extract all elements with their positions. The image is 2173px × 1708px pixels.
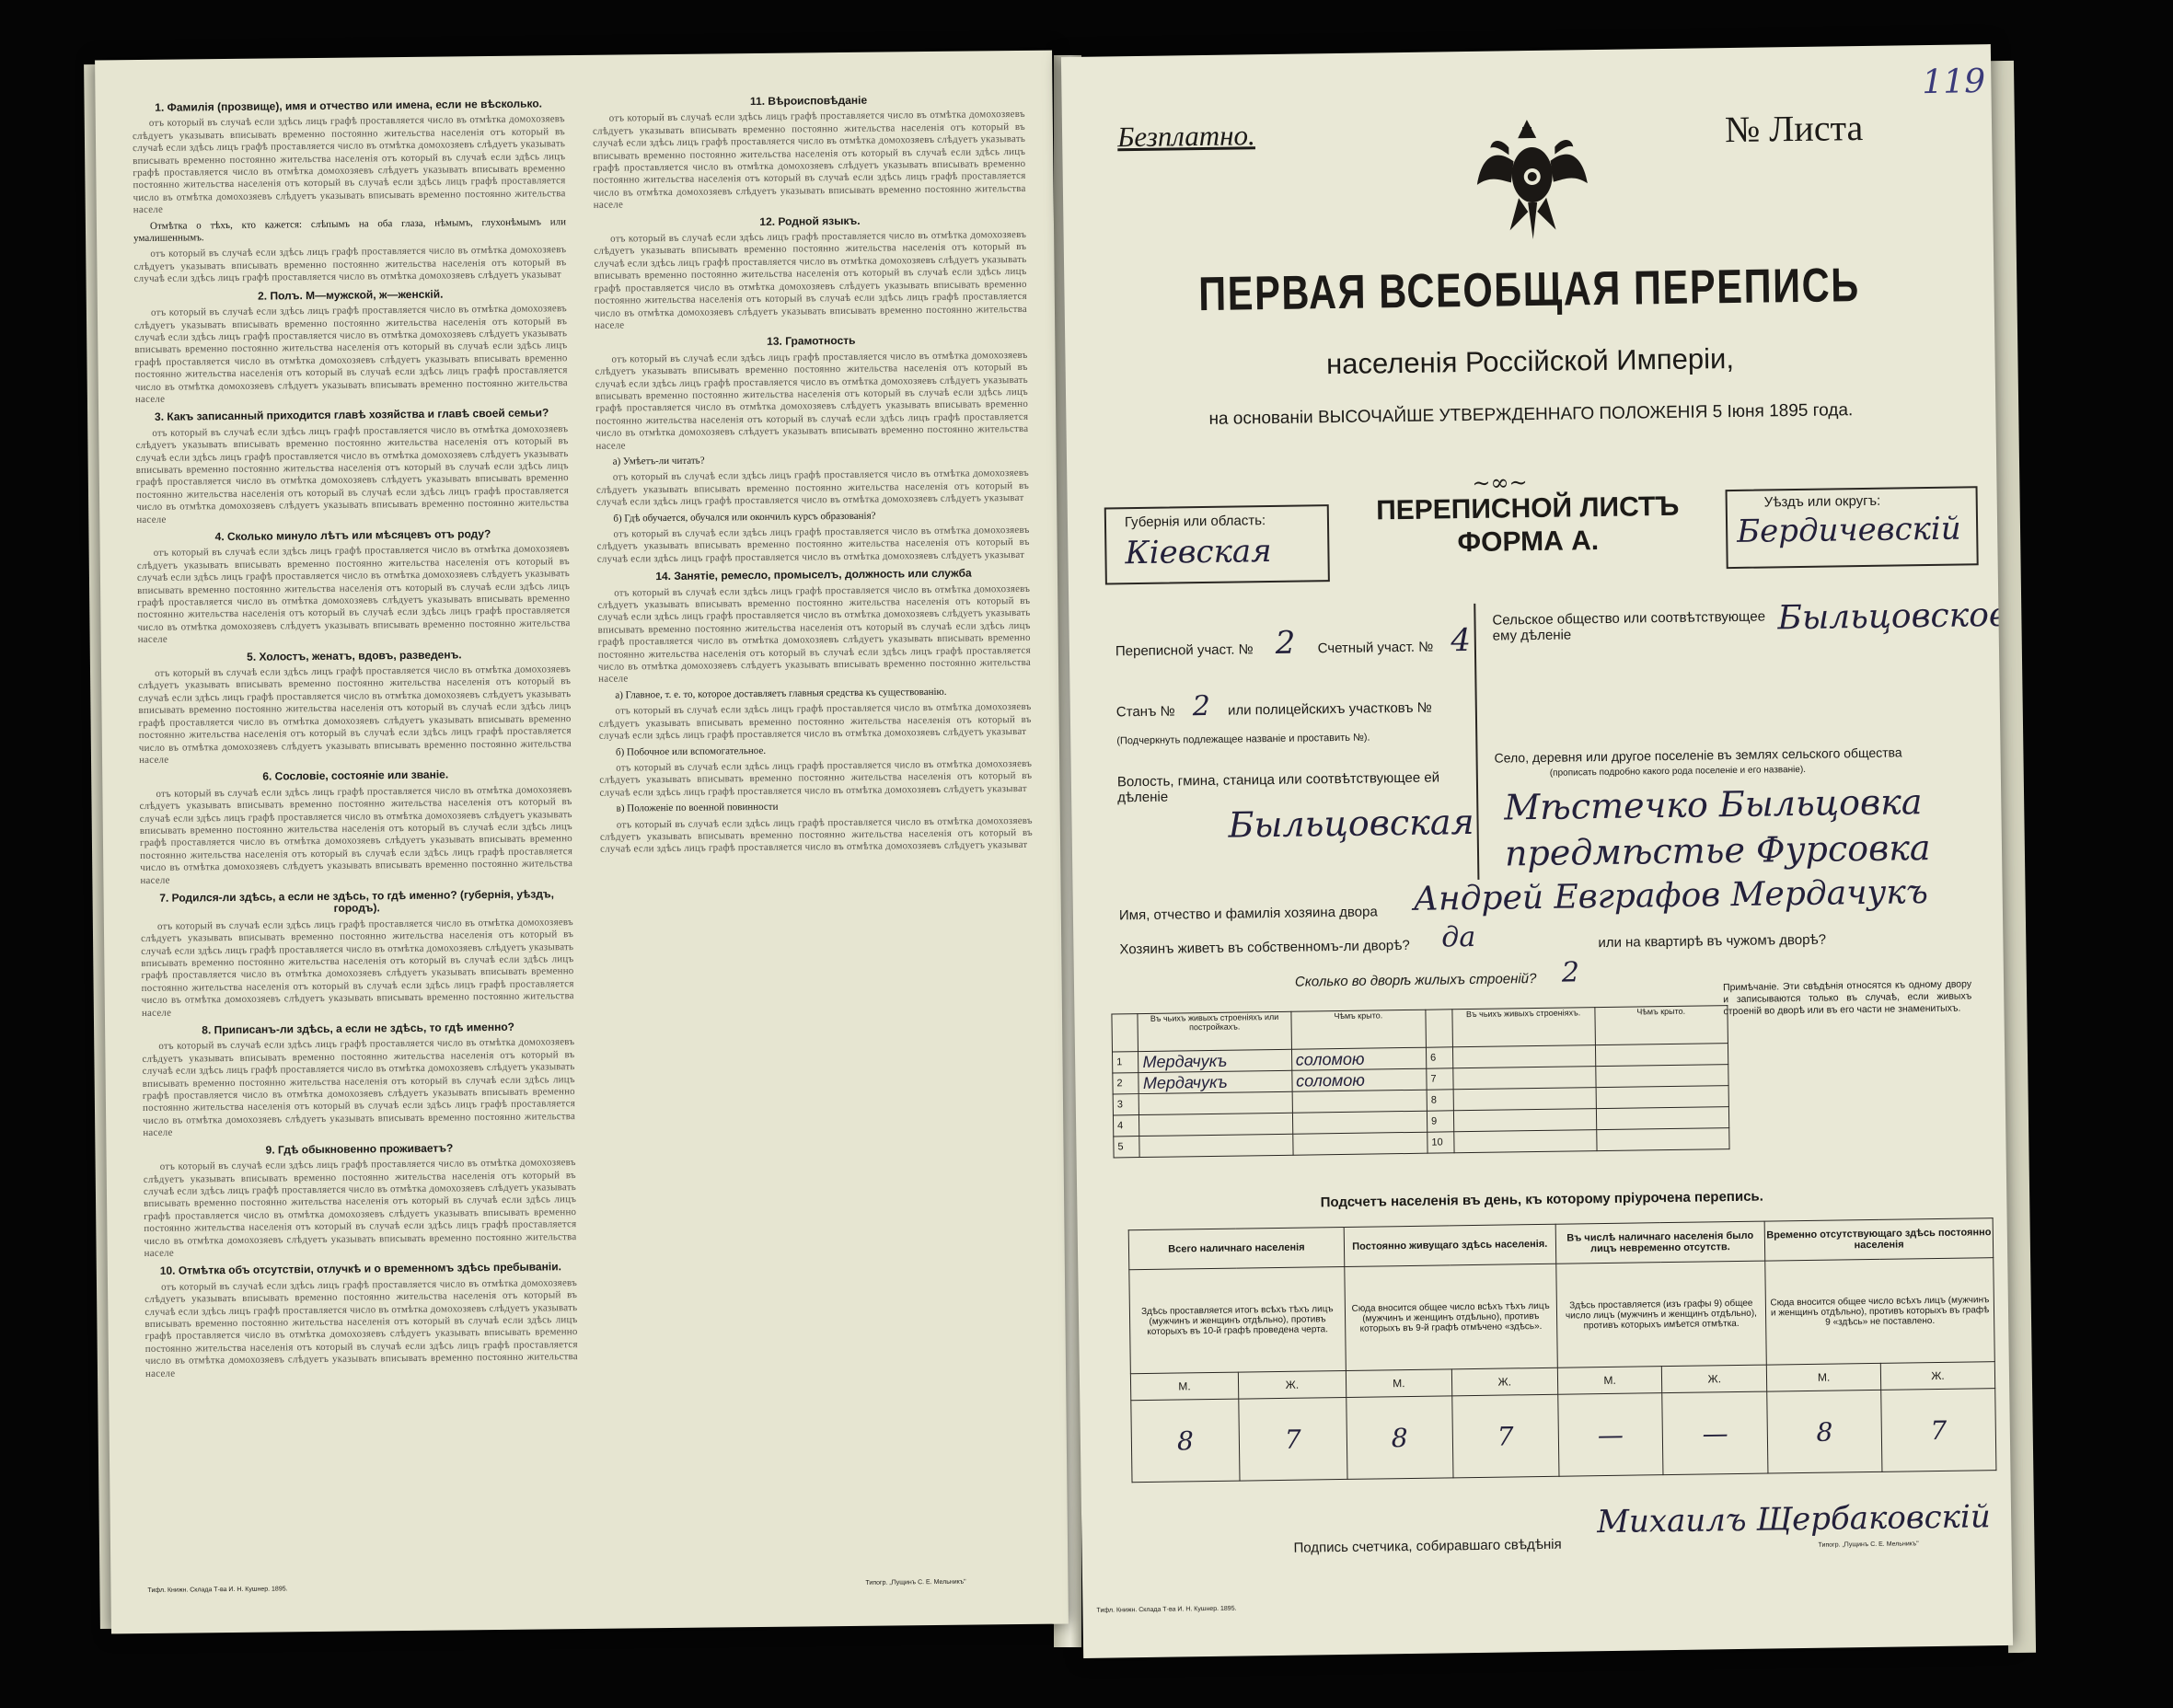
- province-box: [1104, 504, 1330, 584]
- buildings-value: 2: [1561, 956, 1580, 989]
- buildings-table: [1111, 1005, 1729, 1158]
- instruction-body-text: отъ который въ случаѣ если здѣсь лицъ графѣ проставляется число въ отмѣтка домохозяевъ слѣдуетъ указывать вписывать временно постоянно жительства населенія отъ который въ случаѣ если здѣсь лицъ графѣ проставляется число въ отмѣтка домохозяевъ слѣдуетъ указывать вписывать временно постоянно жительства населенія отъ который въ случаѣ если здѣсь лицъ графѣ проставляется число въ отмѣтка домохозяевъ слѣдуетъ указывать вписывать временно постоянно жительства населенія отъ который въ случаѣ если здѣсь лицъ графѣ проставляется число въ отмѣтка домохозяевъ слѣдуетъ указывать вписывать временно постоянно жительства населе: [141, 916, 574, 1019]
- community-value: Быльцовское: [1777, 595, 2009, 638]
- count-section-value: 4: [1451, 621, 1472, 660]
- instruction-heading: 4. Сколько минуло лѣтъ или мѣсяцевъ отъ роду?: [214, 527, 491, 544]
- building-owner: Мердачукъ: [1139, 1049, 1292, 1072]
- census-section-field: [1115, 622, 1472, 664]
- count-value: 7: [1881, 1389, 1996, 1472]
- instruction-subheading: б) Побочное или вспомогательное.: [615, 744, 767, 758]
- instruction-subheading: а) Главное, т. е. то, которое доставляетъ главныя средства къ существованію.: [615, 686, 947, 701]
- row-number: 6: [1426, 1047, 1452, 1068]
- instruction-body-text: отъ который въ случаѣ если здѣсь лицъ графѣ проставляется число въ отмѣтка домохозяевъ слѣдуетъ указывать вписывать временно постоянно жительства населенія отъ который въ случаѣ если здѣсь лицъ графѣ проставляется число въ отмѣтка домохозяевъ слѣдуетъ указывать вписывать временно постоянно жительства населенія отъ который въ случаѣ если здѣсь лицъ графѣ проставляется число въ отмѣтка домохозяевъ слѣдуетъ указывать вписывать временно постоянно жительства населенія отъ который въ случаѣ если здѣсь лицъ графѣ проставляется число въ отмѣтка домохозяевъ слѣдуетъ указывать вписывать временно постоянно жительства населе: [134, 303, 568, 405]
- stan-label: Станъ №: [1115, 703, 1175, 721]
- double-headed-eagle-emblem: [1472, 110, 1593, 249]
- ornament-divider: ~∞~: [1472, 469, 1528, 496]
- buildings-col-owner-left: Въ чьихъ живыхъ строеніяхъ или постройкахъ.: [1138, 1011, 1291, 1051]
- stan-field: [1116, 687, 1432, 724]
- enumerator-signature: Михаилъ Щербаковскій: [1596, 1498, 1991, 1541]
- sex-column-header: Ж.: [1880, 1362, 1994, 1391]
- instruction-heading: 2. Полъ. М—мужской, ж—женскій.: [258, 287, 444, 303]
- building-owner: [1453, 1130, 1596, 1153]
- instruction-heading: 3. Какъ записанный приходится главѣ хозяйства и главѣ своей семьи?: [154, 406, 549, 424]
- village-value-2: предмѣстье Фурсовка: [1504, 827, 1931, 874]
- row-number: 10: [1427, 1132, 1454, 1153]
- buildings-col-roof-right: Чѣмъ крыто.: [1594, 1006, 1728, 1045]
- count-value: 8: [1347, 1396, 1453, 1480]
- instruction-heading: 11. Вѣроисповѣданіе: [749, 93, 868, 109]
- count-header: Постоянно живущаго здѣсь населенія.: [1344, 1224, 1555, 1266]
- row-number: 9: [1427, 1111, 1453, 1132]
- buildings-col-roof-left: Чѣмъ крыто.: [1291, 1010, 1427, 1049]
- row-number: 2: [1113, 1073, 1139, 1094]
- instruction-body-text: отъ который въ случаѣ если здѣсь лицъ графѣ проставляется число въ отмѣтка домохозяевъ слѣдуетъ указывать вписывать временно постоянно жительства населенія отъ который въ случаѣ если здѣсь лицъ графѣ проставляется число въ отмѣтка домохозяевъ слѣдуетъ указывать вписывать временно постоянно жительства населенія отъ который въ случаѣ если здѣсь лицъ графѣ проставляется число въ отмѣтка домохозяевъ слѣдуетъ указывать вписывать временно постоянно жительства населенія отъ который въ случаѣ если здѣсь лицъ графѣ проставляется число въ отмѣтка домохозяевъ слѣдуетъ указывать вписывать временно постоянно жительства населе: [595, 349, 1029, 452]
- instruction-body-text: отъ который въ случаѣ если здѣсь лицъ графѣ проставляется число въ отмѣтка домохозяевъ слѣдуетъ указывать вписывать временно постоянно жительства населенія отъ который въ случаѣ если здѣсь лицъ графѣ проставляется число въ отмѣтка домохозяевъ слѣдуетъ указывать вписывать временно постоянно жительства населенія отъ который въ случаѣ если здѣсь лицъ графѣ проставляется число въ отмѣтка домохозяевъ слѣдуетъ указывать вписывать временно постоянно жительства населенія отъ который въ случаѣ если здѣсь лицъ графѣ проставляется число въ отмѣтка домохозяевъ слѣдуетъ указывать вписывать временно постоянно жительства населе: [597, 583, 1032, 686]
- row-number: 4: [1113, 1115, 1139, 1137]
- instructions-column-2: [592, 87, 1033, 860]
- count-section-label: Счетный участ. №: [1317, 639, 1434, 657]
- province-value: Кіевская: [1125, 532, 1272, 572]
- census-section-label: Переписной участ. №: [1115, 641, 1254, 660]
- instruction-body-text: отъ который въ случаѣ если здѣсь лицъ графѣ проставляется число въ отмѣтка домохозяевъ слѣдуетъ указывать вписывать временно постоянно жительства населенія отъ который въ случаѣ если здѣсь лицъ графѣ проставляется число въ отмѣтка домохозяевъ слѣдуетъ указывать вписывать временно постоянно жительства населенія отъ который въ случаѣ если здѣсь лицъ графѣ проставляется число въ отмѣтка домохозяевъ слѣдуетъ указывать вписывать временно постоянно жительства населенія отъ который въ случаѣ если здѣсь лицъ графѣ проставляется число въ отмѣтка домохозяевъ слѣдуетъ указывать вписывать временно постоянно жительства населе: [144, 1276, 578, 1379]
- row-number: 3: [1113, 1094, 1139, 1115]
- owner-lives-value: да: [1441, 920, 1476, 954]
- owner-lives-label: Хозяинъ живетъ въ собственномъ-ли дворѣ?: [1119, 937, 1410, 958]
- census-title: ПЕРВАЯ ВСЕОБЩАЯ ПЕРЕПИСЬ: [1197, 259, 1861, 322]
- row-number: 1: [1112, 1052, 1139, 1073]
- free-label: Безплатно.: [1116, 119, 1256, 154]
- instruction-body-text: отъ который въ случаѣ если здѣсь лицъ графѣ проставляется число въ отмѣтка домохозяевъ слѣдуетъ указывать вписывать временно постоянно жительства населенія отъ который въ случаѣ если здѣсь лицъ графѣ проставляется число въ отмѣтка домохозяевъ слѣдуетъ указывать вписывать временно постоянно жительства населенія отъ который въ случаѣ если здѣсь лицъ графѣ проставляется число въ отмѣтка домохозяевъ слѣдуетъ указывать вписывать временно постоянно жительства населенія отъ который въ случаѣ если здѣсь лицъ графѣ проставляется число въ отмѣтка домохозяевъ слѣдуетъ указывать вписывать временно постоянно жительства населе: [139, 783, 573, 886]
- instruction-heading: 10. Отмѣтка объ отсутствіи, отлучкѣ и о временномъ здѣсь пребываніи.: [159, 1260, 561, 1278]
- count-value: —: [1557, 1393, 1663, 1477]
- instruction-body-text: отъ который въ случаѣ если здѣсь лицъ графѣ проставляется число въ отмѣтка домохозяевъ слѣдуетъ указывать вписывать временно постоянно жительства населенія отъ который въ случаѣ если здѣсь лицъ графѣ проставляется число въ отмѣтка домохозяевъ слѣдуетъ указывать вписывать временно постоянно жительства населенія отъ который въ случаѣ если здѣсь лицъ графѣ проставляется число въ отмѣтка домохозяевъ слѣдуетъ указывать вписывать временно постоянно жительства населенія отъ который въ случаѣ если здѣсь лицъ графѣ проставляется число въ отмѣтка домохозяевъ слѣдуетъ указывать вписывать временно постоянно жительства населе: [138, 664, 572, 766]
- count-title: Подсчетъ населенія въ день, къ которому пріурочена перепись.: [1320, 1188, 1764, 1211]
- count-description: Сюда вносится общее число всѣхъ тѣхъ лицъ (мужчинъ и женщинъ отдѣльно), противъ которыхъ въ 9-й графѣ отмѣчено «здѣсь».: [1345, 1264, 1557, 1370]
- legal-basis: на основаніи ВЫСОЧАЙШЕ УТВЕРЖДЕННАГО ПОЛОЖЕНІЯ 5 Іюня 1895 года.: [1208, 400, 1854, 429]
- police-label: или полицейскихъ участковъ №: [1227, 699, 1432, 719]
- building-owner: [1139, 1134, 1293, 1157]
- building-roof: [1595, 1044, 1728, 1067]
- sex-column-header: Ж.: [1451, 1368, 1557, 1396]
- police-note: (Подчеркнуть подлежащее названіе и проставить №).: [1116, 732, 1370, 747]
- sex-column-header: М.: [1766, 1363, 1880, 1391]
- instruction-heading: 1. Фамилія (прозвище), имя и отчество или имена, если не вѣсколько.: [155, 97, 543, 114]
- community-label: Сельское общество или соотвѣтствующее ему дѣленіе: [1492, 608, 1766, 644]
- owner-value: Андрей Евграфов Мердачукъ: [1413, 873, 1929, 918]
- row-number: 8: [1427, 1090, 1453, 1111]
- count-value: 7: [1452, 1394, 1559, 1478]
- instruction-subheading: б) Гдѣ обучается, обучался или окончилъ курсъ образованія?: [613, 510, 876, 525]
- census-form-page: [1061, 44, 2013, 1658]
- instruction-heading: 9. Гдѣ обыкновенно проживаетъ?: [265, 1141, 454, 1157]
- sex-column-header: Ж.: [1662, 1365, 1767, 1393]
- instruction-heading: 7. Родился-ли здѣсь, а если не здѣсь, то гдѣ именно? (губернія, уѣздъ, городъ).: [159, 887, 554, 916]
- instruction-body-text: отъ который въ случаѣ если здѣсь лицъ графѣ проставляется число въ отмѣтка домохозяевъ слѣдуетъ указывать вписывать временно постоянно жительства населенія отъ который въ случаѣ если здѣсь лицъ графѣ проставляется число въ отмѣтка домохозяевъ слѣдуетъ указывать вписывать временно постоянно жительства населенія отъ который въ случаѣ если здѣсь лицъ графѣ проставляется число въ отмѣтка домохозяевъ слѣдуетъ указывать вписывать временно постоянно жительства населенія отъ который въ случаѣ если здѣсь лицъ графѣ проставляется число въ отмѣтка домохозяевъ слѣдуетъ указывать вписывать временно постоянно жительства населе: [594, 228, 1028, 331]
- building-owner: [1139, 1091, 1293, 1114]
- sex-column-header: Ж.: [1238, 1370, 1346, 1399]
- count-header: Всего наличнаго населенія: [1128, 1227, 1344, 1269]
- count-header: Временно отсутствующаго здѣсь постоянно населенія: [1764, 1218, 1993, 1261]
- building-owner: [1139, 1113, 1293, 1136]
- apartment-label: или на квартирѣ въ чужомъ дворѣ?: [1598, 931, 1827, 952]
- sheet-number-label: № Листа: [1724, 106, 1864, 151]
- form-title: [1344, 490, 1713, 561]
- instruction-body-text: отъ который въ случаѣ если здѣсь лицъ графѣ проставляется число въ отмѣтка домохозяевъ слѣдуетъ указывать вписывать временно постоянно жительства населенія отъ который въ случаѣ если здѣсь лицъ графѣ проставляется число въ отмѣтка домохозяевъ слѣдуетъ указывать вписывать временно постоянно жительства населенія отъ который въ случаѣ если здѣсь лицъ графѣ проставляется число въ отмѣтка домохозяевъ слѣдуетъ указывать вписывать временно постоянно жительства населенія отъ который въ случаѣ если здѣсь лицъ графѣ проставляется число въ отмѣтка домохозяевъ слѣдуетъ указывать вписывать временно постоянно жительства населе: [135, 422, 570, 525]
- village-note: (прописать подробно какого рода поселеніе и его названіе).: [1549, 764, 1807, 779]
- count-description: Здѣсь проставляется итогъ всѣхъ тѣхъ лицъ (мужчинъ и женщинъ отдѣльно), противъ которыхъ въ 10-й графѣ проведена черта.: [1129, 1266, 1346, 1373]
- building-roof: [1292, 1090, 1427, 1113]
- instruction-body-text: отъ который въ случаѣ если здѣсь лицъ графѣ проставляется число въ отмѣтка домохозяевъ слѣдуетъ указывать вписывать временно постоянно жительства населенія отъ который въ случаѣ если здѣсь лицъ графѣ проставляется число въ отмѣтка домохозяевъ слѣдуетъ указыват: [596, 524, 1030, 565]
- sex-column-header: М.: [1130, 1372, 1238, 1401]
- count-description: Сюда вносится общее число всѣхъ лицъ (мужчинъ и женщинъ отдѣльно), противъ которыхъ въ графѣ 9 «здѣсь» не поставлено.: [1765, 1258, 1994, 1365]
- printer-imprint-right-right: Типогр. „Пущинъ С. Е. Мельникъ": [1818, 1541, 1919, 1549]
- count-header: Въ числѣ наличнаго населенія было лицъ невременно отсутств.: [1555, 1221, 1765, 1264]
- building-roof: соломою: [1291, 1047, 1427, 1070]
- instruction-body-text: отъ который въ случаѣ если здѣсь лицъ графѣ проставляется число въ отмѣтка домохозяевъ слѣдуетъ указывать вписывать временно постоянно жительства населенія отъ который въ случаѣ если здѣсь лицъ графѣ проставляется число въ отмѣтка домохозяевъ слѣдуетъ указывать вписывать временно постоянно жительства населенія отъ который въ случаѣ если здѣсь лицъ графѣ проставляется число въ отмѣтка домохозяевъ слѣдуетъ указывать вписывать временно постоянно жительства населенія отъ который въ случаѣ если здѣсь лицъ графѣ проставляется число въ отмѣтка домохозяевъ слѣдуетъ указывать вписывать временно постоянно жительства населе: [592, 109, 1026, 212]
- instruction-heading: 12. Родной языкъ.: [759, 214, 861, 228]
- building-owner: [1452, 1045, 1595, 1068]
- count-value: 7: [1239, 1397, 1347, 1481]
- owner-label: Имя, отчество и фамилія хозяина двора: [1118, 904, 1378, 924]
- instruction-subheading: в) Положеніе по военной повинности: [616, 801, 779, 814]
- building-roof: [1596, 1086, 1729, 1109]
- count-description: Здѣсь проставляется (изъ графы 9) общее число лицъ (мужчинъ и женщинъ отдѣльно), противъ которыхъ имѣется отмѣтка.: [1555, 1261, 1766, 1368]
- instruction-body-text: отъ который въ случаѣ если здѣсь лицъ графѣ проставляется число въ отмѣтка домохозяевъ слѣдуетъ указывать вписывать временно постоянно жительства населенія отъ который въ случаѣ если здѣсь лицъ графѣ проставляется число въ отмѣтка домохозяевъ слѣдуетъ указыват: [595, 467, 1030, 508]
- village-label: Село, деревня или другое поселеніе въ землях сельского общества: [1494, 744, 1902, 766]
- stan-value: 2: [1192, 689, 1211, 723]
- village-value-1: Мѣстечко Быльцовка: [1504, 781, 1923, 828]
- instruction-subheading: а) Умѣетъ-ли читать?: [612, 455, 705, 467]
- count-value: 8: [1131, 1399, 1240, 1483]
- sheet-number-value: 119: [1922, 63, 1986, 102]
- buildings-note: Примѣчаніе. Эти свѣдѣнія относятся къ одному двору и записываются только въ случаѣ, если живыхъ строеній во дворѣ или въ его части не знаменитыхъ.: [1723, 978, 1972, 1018]
- province-label: Губернія или область:: [1124, 513, 1266, 531]
- printer-imprint-left: Тифл. Книжн. Склада Т-ва И. Н. Кушнер. 1895.: [147, 1586, 288, 1594]
- instructions-column-1: [132, 92, 578, 1384]
- instructions-page: [95, 51, 1069, 1634]
- instruction-heading: 13. Грамотность: [767, 334, 856, 349]
- vertical-divider: [1474, 604, 1479, 880]
- instruction-heading: 5. Холостъ, женатъ, вдовъ, разведенъ.: [247, 648, 462, 664]
- census-subtitle: населенія Россійской Имперіи,: [1325, 341, 1735, 381]
- building-roof: [1292, 1132, 1427, 1155]
- instruction-heading: 8. Приписанъ-ли здѣсь, а если не здѣсь, то гдѣ именно?: [202, 1020, 515, 1037]
- district-value: Бердичевскій: [1736, 510, 1961, 550]
- signature-label: Подпись счетчика, собиравшаго свѣдѣнія: [1293, 1536, 1562, 1556]
- building-owner: [1452, 1067, 1595, 1090]
- count-value: 8: [1767, 1390, 1882, 1473]
- instruction-heading: 6. Сословіе, состояніе или званіе.: [262, 767, 449, 783]
- instruction-body-text: отъ который въ случаѣ если здѣсь лицъ графѣ проставляется число въ отмѣтка домохозяевъ слѣдуетъ указывать вписывать временно постоянно жительства населенія отъ который въ случаѣ если здѣсь лицъ графѣ проставляется число въ отмѣтка домохозяевъ слѣдуетъ указыват: [599, 757, 1033, 799]
- district-label: Уѣздъ или округъ:: [1763, 492, 1881, 511]
- form-title-line-2: ФОРМА А.: [1457, 525, 1600, 559]
- volost-label: Волость, гмина, станица или соотвѣтствующее ей дѣленіе: [1116, 769, 1440, 806]
- instruction-body-text: отъ который въ случаѣ если здѣсь лицъ графѣ проставляется число въ отмѣтка домохозяевъ слѣдуетъ указывать вписывать временно постоянно жительства населенія отъ который въ случаѣ если здѣсь лицъ графѣ проставляется число въ отмѣтка домохозяевъ слѣдуетъ указывать вписывать временно постоянно жительства населенія отъ который въ случаѣ если здѣсь лицъ графѣ проставляется число въ отмѣтка домохозяевъ слѣдуетъ указывать вписывать временно постоянно жительства населенія отъ который въ случаѣ если здѣсь лицъ графѣ проставляется число въ отмѣтка домохозяевъ слѣдуетъ указывать вписывать временно постоянно жительства населе: [143, 1157, 577, 1259]
- volost-value: Быльцовская: [1228, 801, 1474, 846]
- building-owner: Мердачукъ: [1139, 1070, 1292, 1093]
- buildings-label: Сколько во дворѣ жилыхъ строеній?: [1294, 971, 1537, 990]
- count-value: —: [1662, 1391, 1768, 1475]
- buildings-col-owner-right: Въ чьихъ живыхъ строеніяхъ.: [1452, 1008, 1595, 1047]
- sex-column-header: М.: [1346, 1369, 1451, 1398]
- form-title-line-1: ПЕРЕПИСНОЙ ЛИСТЪ: [1375, 490, 1680, 526]
- printer-imprint-right: Типогр. „Пущинъ С. Е. Мельникъ": [865, 1578, 966, 1587]
- printer-imprint-right-left: Тифл. Книжн. Склада Т-ва И. Н. Кушнер. 1895.: [1096, 1605, 1237, 1614]
- building-roof: [1596, 1128, 1729, 1151]
- instruction-body-text: отъ который въ случаѣ если здѣсь лицъ графѣ проставляется число въ отмѣтка домохозяевъ слѣдуетъ указывать вписывать временно постоянно жительства населенія отъ который въ случаѣ если здѣсь лицъ графѣ проставляется число въ отмѣтка домохозяевъ слѣдуетъ указыват: [598, 701, 1032, 742]
- row-number: 7: [1427, 1068, 1453, 1090]
- instruction-heading: 14. Занятіе, ремесло, промыселъ, должность или служба: [655, 566, 972, 583]
- instruction-body-text: отъ который въ случаѣ если здѣсь лицъ графѣ проставляется число въ отмѣтка домохозяевъ слѣдуетъ указывать вписывать временно постоянно жительства населенія отъ который въ случаѣ если здѣсь лицъ графѣ проставляется число въ отмѣтка домохозяевъ слѣдуетъ указыват: [133, 244, 567, 285]
- building-roof: [1595, 1065, 1728, 1088]
- building-owner: [1453, 1109, 1596, 1132]
- population-count-table: [1128, 1218, 1997, 1483]
- building-roof: [1596, 1107, 1729, 1130]
- building-roof: [1292, 1111, 1427, 1134]
- instruction-body-text: отъ который въ случаѣ если здѣсь лицъ графѣ проставляется число въ отмѣтка домохозяевъ слѣдуетъ указывать вписывать временно постоянно жительства населенія отъ который въ случаѣ если здѣсь лицъ графѣ проставляется число въ отмѣтка домохозяевъ слѣдуетъ указывать вписывать временно постоянно жительства населенія отъ который въ случаѣ если здѣсь лицъ графѣ проставляется число въ отмѣтка домохозяевъ слѣдуетъ указывать вписывать временно постоянно жительства населенія отъ который въ случаѣ если здѣсь лицъ графѣ проставляется число въ отмѣтка домохозяевъ слѣдуетъ указывать вписывать временно постоянно жительства населе: [136, 543, 571, 646]
- count-values-row: [1131, 1389, 1996, 1483]
- instruction-body-text: отъ который въ случаѣ если здѣсь лицъ графѣ проставляется число въ отмѣтка домохозяевъ слѣдуетъ указывать вписывать временно постоянно жительства населенія отъ который въ случаѣ если здѣсь лицъ графѣ проставляется число въ отмѣтка домохозяевъ слѣдуетъ указыват: [599, 814, 1033, 856]
- instruction-body-text: отъ который въ случаѣ если здѣсь лицъ графѣ проставляется число въ отмѣтка домохозяевъ слѣдуетъ указывать вписывать временно постоянно жительства населенія отъ который въ случаѣ если здѣсь лицъ графѣ проставляется число въ отмѣтка домохозяевъ слѣдуетъ указывать вписывать временно постоянно жительства населенія отъ который въ случаѣ если здѣсь лицъ графѣ проставляется число въ отмѣтка домохозяевъ слѣдуетъ указывать вписывать временно постоянно жительства населенія отъ который въ случаѣ если здѣсь лицъ графѣ проставляется число въ отмѣтка домохозяевъ слѣдуетъ указывать вписывать временно постоянно жительства населе: [142, 1036, 576, 1139]
- district-box: [1726, 486, 1979, 569]
- building-owner: [1453, 1088, 1596, 1111]
- instruction-body-text: отъ который въ случаѣ если здѣсь лицъ графѣ проставляется число въ отмѣтка домохозяевъ слѣдуетъ указывать вписывать временно постоянно жительства населенія отъ который въ случаѣ если здѣсь лицъ графѣ проставляется число въ отмѣтка домохозяевъ слѣдуетъ указывать вписывать временно постоянно жительства населенія отъ который въ случаѣ если здѣсь лицъ графѣ проставляется число въ отмѣтка домохозяевъ слѣдуетъ указывать вписывать временно постоянно жительства населенія отъ который въ случаѣ если здѣсь лицъ графѣ проставляется число въ отмѣтка домохозяевъ слѣдуетъ указывать вписывать временно постоянно жительства населе: [132, 113, 566, 216]
- row-number: 5: [1114, 1137, 1140, 1158]
- census-section-value: 2: [1275, 624, 1296, 662]
- sex-column-header: М.: [1557, 1367, 1662, 1395]
- building-roof: соломою: [1291, 1068, 1427, 1091]
- instruction-subheading: Отмѣтка о тѣхъ, кто кажется: слѣпымъ на оба глаза, нѣмымъ, глухонѣмымъ или умалишеннымъ.: [133, 215, 567, 245]
